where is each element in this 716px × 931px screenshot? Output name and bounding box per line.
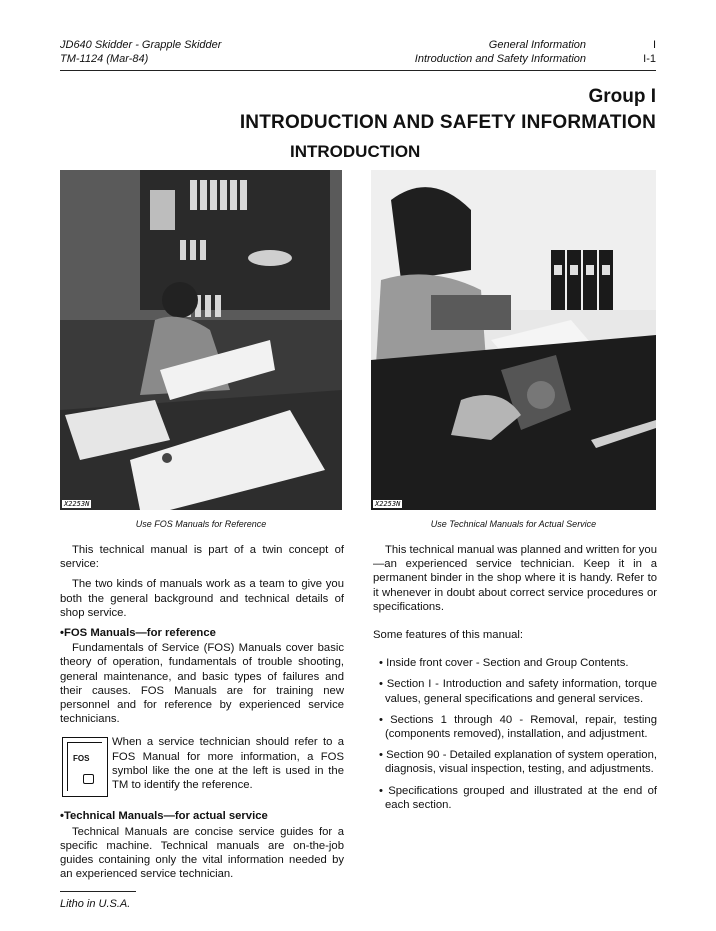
- header-left: [60, 38, 221, 66]
- header-page-number: I-1: [643, 53, 656, 65]
- tm-heading: •Technical Manuals—for actual service: [60, 810, 268, 823]
- fos-symbol-icon: [62, 737, 108, 797]
- book-icon: [83, 774, 94, 784]
- features-list: [373, 656, 657, 812]
- header-tm-number: TM-1124 (Mar-84): [60, 53, 149, 65]
- header-right: [610, 38, 656, 66]
- footer-rule: [60, 891, 136, 892]
- page-title: INTRODUCTION AND SAFETY INFORMATION: [239, 112, 656, 133]
- header-group: Introduction and Safety Information: [414, 53, 586, 65]
- header-rule: [60, 70, 656, 71]
- section-title: INTRODUCTION: [290, 142, 421, 161]
- photo-tag: X2253N: [375, 500, 401, 508]
- footer-litho: Litho in U.S.A.: [60, 898, 131, 910]
- planned-paragraph: This technical manual was planned and written for you—an experienced service technician. Keep it in a permanent binder in the shop where it is handy. Refer to it whenever in doubt about correct service procedures or specifications.: [373, 544, 657, 613]
- right-column: [373, 543, 657, 819]
- header-section: General Information: [488, 39, 586, 51]
- list-item: • Sections 1 through 40 - Removal, repair, testing (components removed), installation, and adjustment.: [379, 713, 657, 741]
- group-label: Group I: [588, 86, 656, 107]
- list-item: • Inside front cover - Section and Group Contents.: [379, 657, 629, 670]
- twin-concept-paragraph: The two kinds of manuals work as a team to give you both the general background and technical details of shop service.: [60, 578, 344, 619]
- fos-heading: •FOS Manuals—for reference: [60, 627, 216, 640]
- left-column: [60, 543, 344, 887]
- intro-paragraph: This technical manual is part of a twin concept of service:: [60, 544, 344, 571]
- tm-paragraph: Technical Manuals are concise service guides for a specific machine. Technical manuals are on-the-job guides containing only the vital information needed by an experienced service technician.: [60, 825, 344, 881]
- header-center: [396, 38, 586, 66]
- list-item: • Section I - Introduction and safety information, torque values, general specifications and general services.: [379, 678, 657, 705]
- fos-symbol-block: [60, 735, 344, 801]
- fos-paragraph: Fundamentals of Service (FOS) Manuals cover basic theory of operation, fundamentals of trouble shooting, general maintenance, and basic types of failures and their causes. FOS Manuals are for training new personnel and for reference by experienced service technicians.: [60, 642, 344, 726]
- fos-symbol-text: When a service technician should refer to a FOS Manual for more information, a FOS symbol like the one at the left is used in the TM to identify the reference.: [112, 736, 344, 792]
- photo-fos-manuals: [60, 170, 342, 510]
- list-item: • Section 90 - Detailed explanation of system operation, diagnosis, visual inspection, testing, and adjustments.: [379, 749, 657, 776]
- photo-tag: X2253N: [64, 500, 90, 508]
- photo-caption: Use FOS Manuals for Reference: [135, 519, 267, 529]
- header-model: JD640 Skidder - Grapple Skidder: [60, 39, 222, 51]
- photo-caption: Use Technical Manuals for Actual Service: [430, 519, 597, 529]
- list-item: • Specifications grouped and illustrated at the end of each section.: [379, 784, 657, 811]
- features-intro: Some features of this manual:: [373, 629, 524, 642]
- header-group-number: I: [652, 39, 656, 51]
- photo-technical-manuals: [371, 170, 656, 510]
- fos-symbol-label: FOS: [73, 754, 90, 764]
